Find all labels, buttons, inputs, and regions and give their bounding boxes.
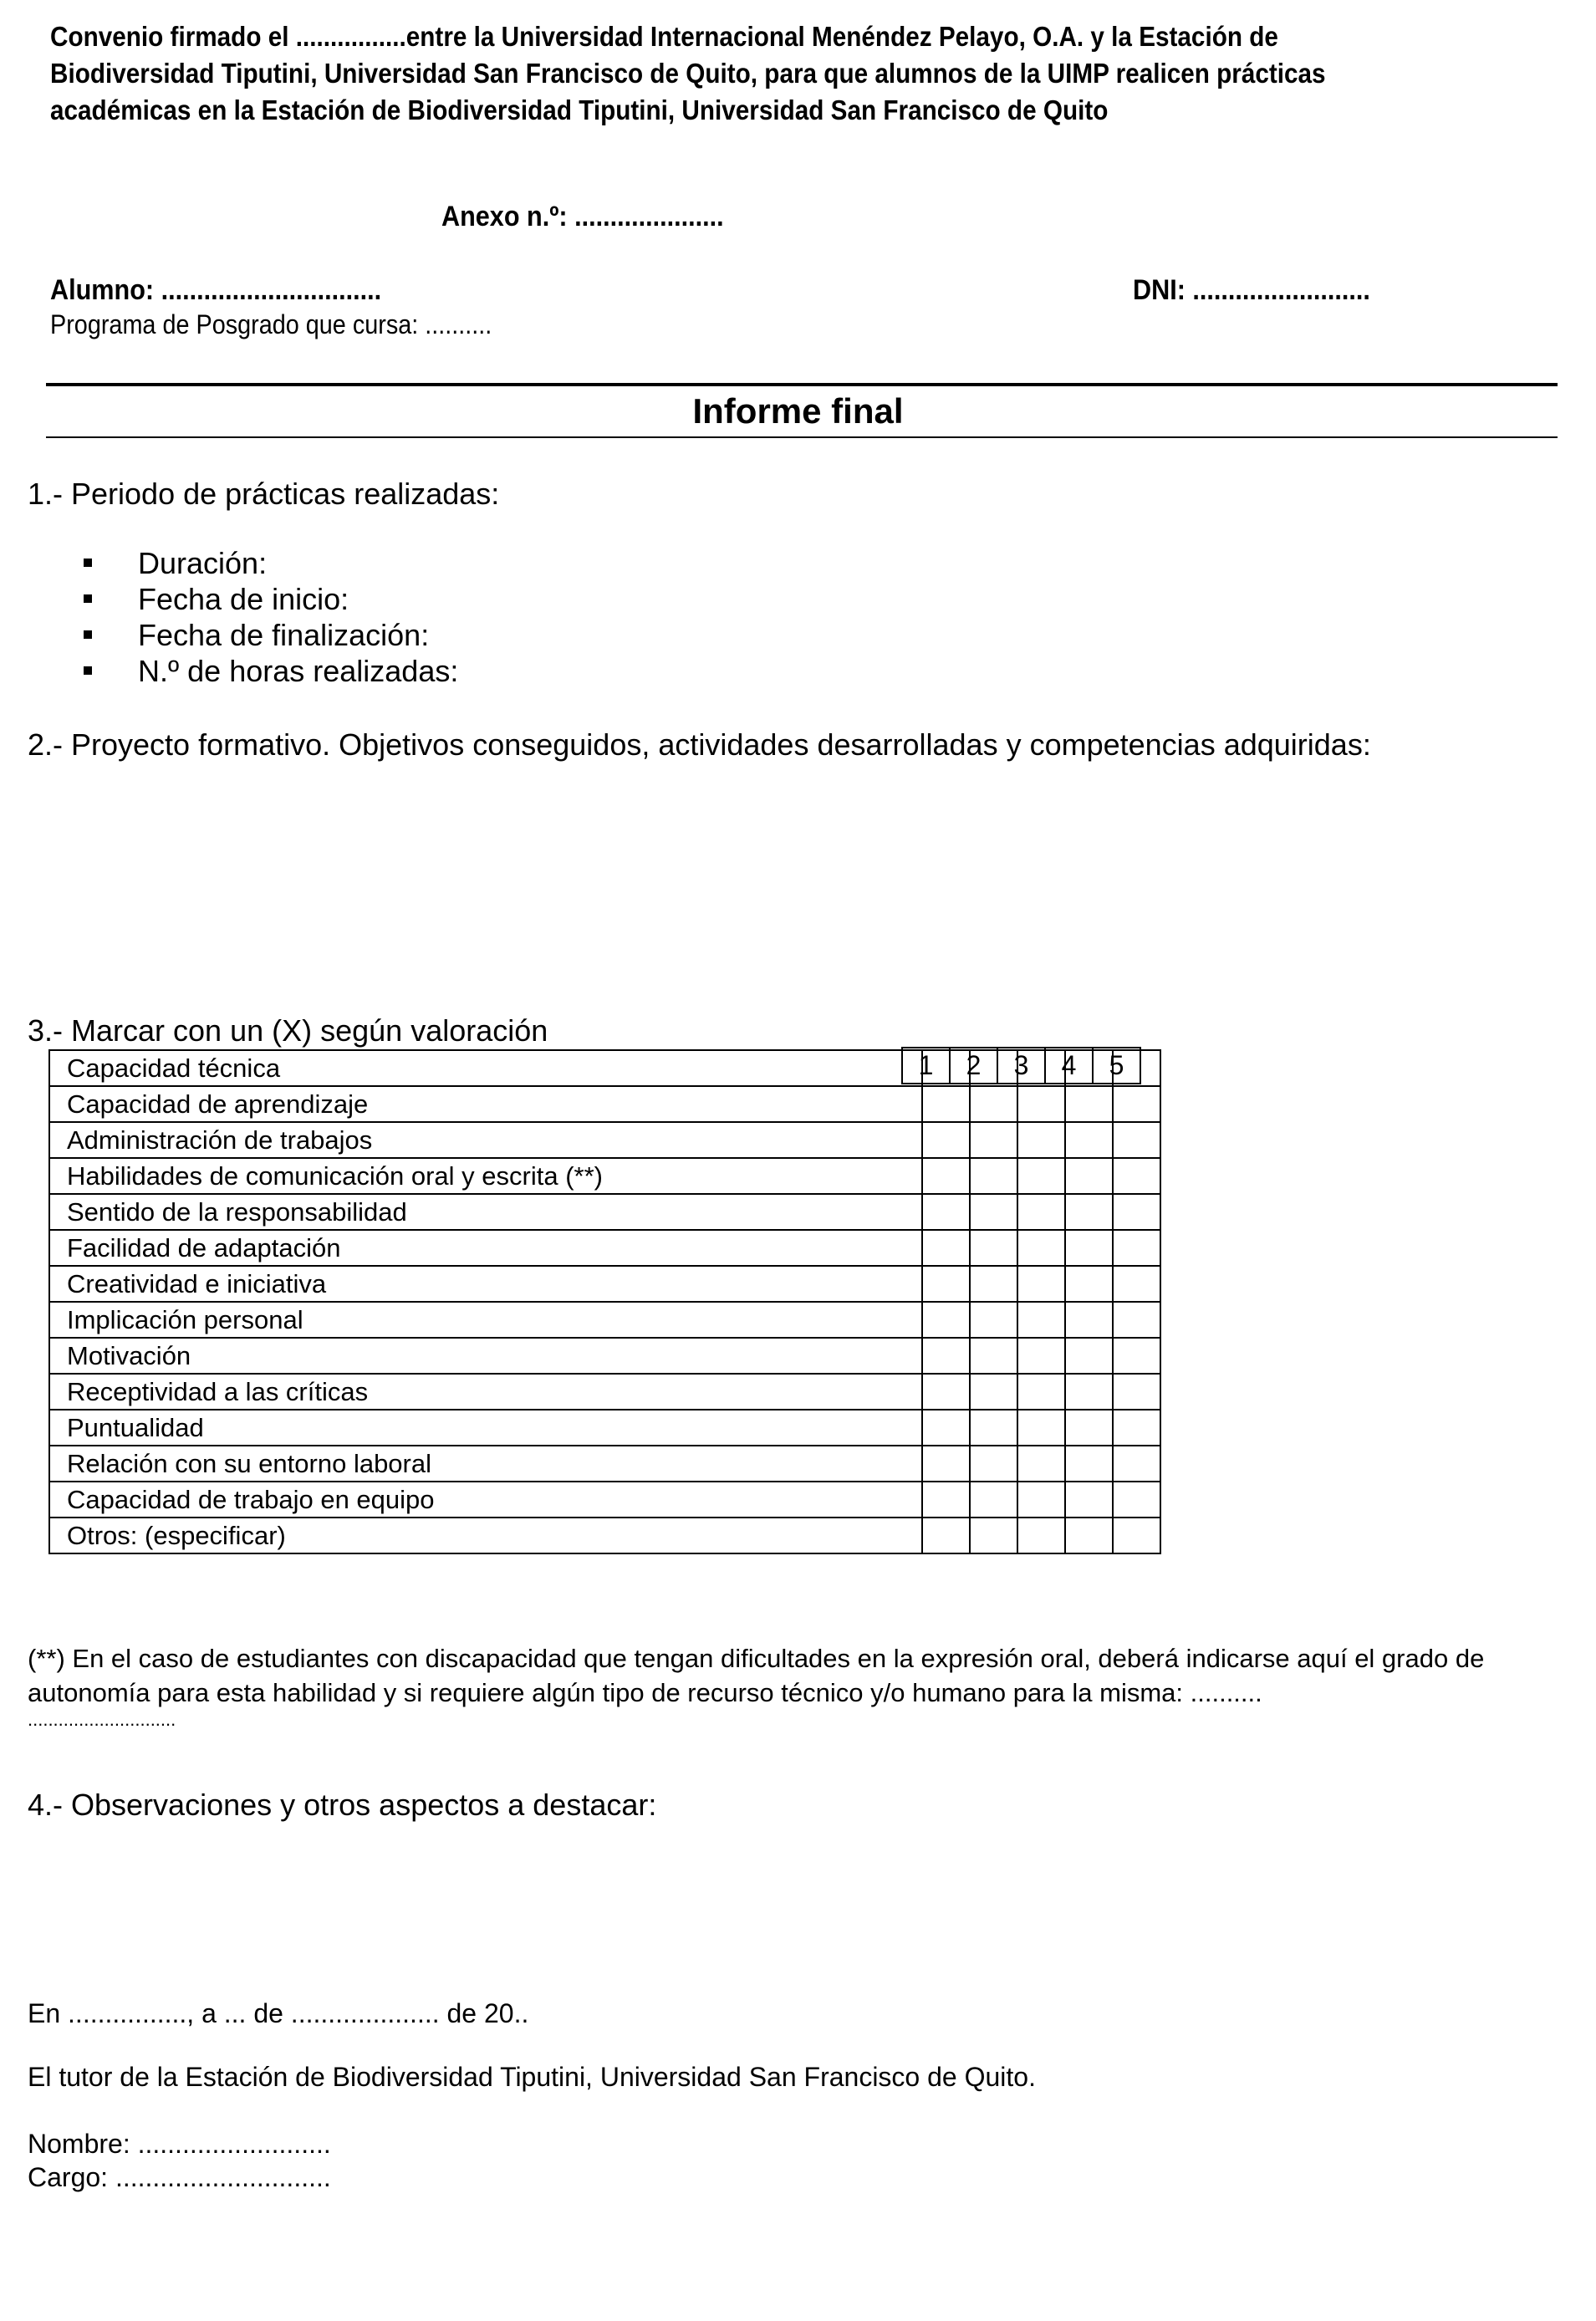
rating-checkbox[interactable] [970,1086,1017,1122]
rating-checkbox[interactable] [1065,1230,1113,1266]
table-row [49,1302,1160,1338]
criterion-label: Creatividad e iniciativa [49,1266,922,1302]
note-fill-line[interactable]: ............................. [28,1709,176,1730]
rating-checkbox[interactable] [922,1302,970,1338]
rating-checkbox[interactable] [1065,1194,1113,1230]
rating-checkbox[interactable] [1065,1266,1113,1302]
rating-checkbox[interactable] [1113,1230,1160,1266]
scale-value: 5 [1093,1048,1140,1084]
section-1-heading: 1.- Periodo de prácticas realizadas: [28,477,500,511]
rating-checkbox[interactable] [922,1374,970,1410]
rating-checkbox[interactable] [970,1194,1017,1230]
list-item [84,581,458,617]
rating-checkbox[interactable] [1113,1338,1160,1374]
rating-checkbox[interactable] [1017,1518,1065,1553]
rating-checkbox[interactable] [922,1266,970,1302]
criterion-label: Capacidad de trabajo en equipo [49,1482,922,1518]
rating-checkbox[interactable] [922,1194,970,1230]
dni-field[interactable]: DNI: ......................... [1133,274,1370,306]
rating-checkbox[interactable] [922,1518,970,1553]
rating-checkbox[interactable] [1065,1446,1113,1482]
criterion-label: Sentido de la responsabilidad [49,1194,922,1230]
rating-checkbox[interactable] [1017,1158,1065,1194]
tutor-statement: El tutor de la Estación de Biodiversidad Tiputini, Universidad San Francisco de Quito. [28,2062,1036,2092]
rating-checkbox[interactable] [1017,1122,1065,1158]
section-4-heading: 4.- Observaciones y otros aspectos a destacar: [28,1788,657,1822]
criterion-label: Motivación [49,1338,922,1374]
rating-checkbox[interactable] [970,1230,1017,1266]
table-row [49,1158,1160,1194]
rating-checkbox[interactable] [970,1050,1017,1086]
table-row [49,1086,1160,1122]
table-row [49,1338,1160,1374]
rating-checkbox[interactable] [1017,1374,1065,1410]
rating-checkbox[interactable] [970,1266,1017,1302]
rating-checkbox[interactable] [970,1302,1017,1338]
rating-checkbox[interactable] [1065,1122,1113,1158]
list-item-label: N.º de horas realizadas: [138,654,459,688]
rating-checkbox[interactable] [1017,1338,1065,1374]
rating-checkbox[interactable] [1017,1446,1065,1482]
table-row [49,1230,1160,1266]
bullet-square-icon [84,666,92,675]
anexo-number-field[interactable]: Anexo n.º: ..................... [441,201,724,232]
rating-checkbox[interactable] [1113,1302,1160,1338]
table-row [49,1194,1160,1230]
rating-checkbox[interactable] [1017,1230,1065,1266]
rating-checkbox[interactable] [1017,1194,1065,1230]
table-row [49,1482,1160,1518]
list-item [84,653,458,689]
criterion-label: Implicación personal [49,1302,922,1338]
rating-checkbox[interactable] [1065,1338,1113,1374]
table-row [49,1374,1160,1410]
rating-checkbox[interactable] [1113,1086,1160,1122]
rating-checkbox[interactable] [970,1410,1017,1446]
list-item-label: Fecha de finalización: [138,618,430,652]
rating-checkbox[interactable] [922,1446,970,1482]
rating-checkbox[interactable] [970,1158,1017,1194]
student-name-field[interactable]: Alumno: ............................... [50,274,382,306]
rating-checkbox[interactable] [1113,1158,1160,1194]
bullet-square-icon [84,630,92,639]
table-row [49,1050,1160,1086]
rating-checkbox[interactable] [1017,1266,1065,1302]
agreement-header: Convenio firmado el ................entre la Universidad Internacional Menéndez Pelayo, O.A. y la Estación de Biodiversidad Tiputini, Universidad San Francisco de Quito, para que alumnos de la UIMP realicen prácticas académicas en la Estación de Biodiversidad Tiputini, Universidad San Francisco de Quito [50,21,1326,125]
rating-checkbox[interactable] [1113,1446,1160,1482]
graduate-program-field[interactable]: Programa de Posgrado que cursa: .......... [50,309,492,339]
rating-checkbox[interactable] [922,1086,970,1122]
scale-value: 1 [902,1048,950,1084]
rating-checkbox[interactable] [1017,1050,1065,1086]
note-text: (**) En el caso de estudiantes con discapacidad que tengan dificultades en la expresión oral, deberá indicarse aquí el grado de autonomía para esta habilidad y si requiere algún tipo de recurso técnico y/o humano para la misma: .......... [28,1644,1485,1707]
criterion-label: Capacidad técnica [49,1050,922,1086]
table-row [49,1518,1160,1553]
title-top-rule [46,383,1558,386]
scale-value: 2 [950,1048,997,1084]
rating-checkbox[interactable] [1065,1158,1113,1194]
scale-value: 3 [997,1048,1045,1084]
rating-checkbox[interactable] [1065,1374,1113,1410]
rating-checkbox[interactable] [1113,1482,1160,1518]
list-item [84,545,458,581]
scale-value: 4 [1045,1048,1093,1084]
list-item-label: Fecha de inicio: [138,582,349,616]
rating-table [48,1049,1161,1554]
rating-checkbox[interactable] [922,1230,970,1266]
rating-checkbox[interactable] [1065,1050,1113,1086]
list-item [84,617,458,653]
rating-checkbox[interactable] [1017,1086,1065,1122]
rating-checkbox[interactable] [1113,1266,1160,1302]
rating-checkbox[interactable] [970,1482,1017,1518]
table-row [49,1446,1160,1482]
rating-checkbox[interactable] [1113,1050,1160,1086]
rating-checkbox[interactable] [1113,1374,1160,1410]
rating-checkbox[interactable] [1017,1482,1065,1518]
table-row [49,1122,1160,1158]
rating-checkbox[interactable] [922,1122,970,1158]
rating-checkbox[interactable] [1017,1410,1065,1446]
rating-checkbox[interactable] [1065,1482,1113,1518]
criterion-label: Receptividad a las críticas [49,1374,922,1410]
criterion-label: Habilidades de comunicación oral y escrita (**) [49,1158,922,1194]
page-title: Informe final [692,391,904,431]
criterion-label: Puntualidad [49,1410,922,1446]
title-bottom-rule [46,436,1558,438]
rating-checkbox[interactable] [970,1446,1017,1482]
table-row [49,1410,1160,1446]
criterion-label: Capacidad de aprendizaje [49,1086,922,1122]
rating-checkbox[interactable] [1113,1194,1160,1230]
bullet-square-icon [84,559,92,567]
internship-period-list [84,545,458,689]
disability-note [28,1641,1566,1730]
rating-checkbox[interactable] [922,1050,970,1086]
criterion-label: Relación con su entorno laboral [49,1446,922,1482]
rating-checkbox[interactable] [1113,1122,1160,1158]
rating-checkbox[interactable] [1065,1302,1113,1338]
list-item-label: Duración: [138,546,268,580]
table-row [49,1266,1160,1302]
rating-checkbox[interactable] [970,1122,1017,1158]
place-date-field[interactable]: En ................, a ... de .................... de 20.. [28,1998,529,2028]
tutor-position-field[interactable]: Cargo: ............................. [28,2162,331,2192]
rating-checkbox[interactable] [1113,1410,1160,1446]
section-2-heading: 2.- Proyecto formativo. Objetivos conseguidos, actividades desarrolladas y competencias adquiridas: [28,727,1371,762]
rating-checkbox[interactable] [922,1158,970,1194]
rating-checkbox[interactable] [970,1374,1017,1410]
criterion-label: Facilidad de adaptación [49,1230,922,1266]
rating-checkbox[interactable] [1113,1518,1160,1553]
rating-checkbox[interactable] [970,1338,1017,1374]
rating-checkbox[interactable] [970,1518,1017,1553]
criterion-label: Administración de trabajos [49,1122,922,1158]
criterion-label: Otros: (especificar) [49,1518,922,1553]
rating-checkbox[interactable] [1065,1518,1113,1553]
tutor-name-field[interactable]: Nombre: .......................... [28,2129,331,2159]
rating-checkbox[interactable] [922,1410,970,1446]
rating-checkbox[interactable] [1065,1410,1113,1446]
rating-checkbox[interactable] [1017,1302,1065,1338]
section-3-heading: 3.- Marcar con un (X) según valoración [28,1013,548,1048]
bullet-square-icon [84,594,92,603]
rating-checkbox[interactable] [1065,1086,1113,1122]
rating-checkbox[interactable] [922,1338,970,1374]
rating-checkbox[interactable] [922,1482,970,1518]
